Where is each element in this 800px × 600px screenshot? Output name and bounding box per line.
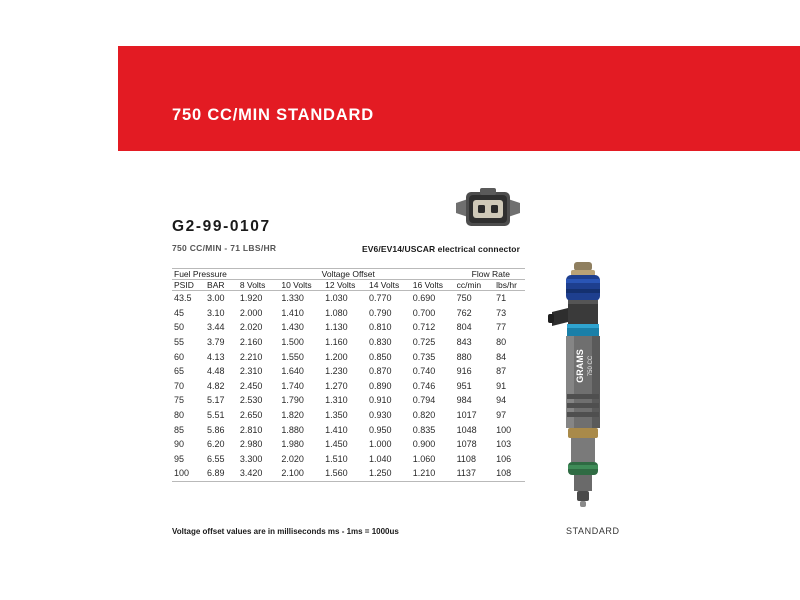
cell-lbshr: 84 — [496, 351, 507, 362]
table-column-header-row — [172, 280, 525, 291]
cell-10v: 1.640 — [281, 366, 304, 377]
cell-16v: 0.820 — [412, 410, 436, 421]
cell-psid: 65 — [174, 366, 185, 377]
page-title: 750 CC/MIN STANDARD — [172, 106, 374, 124]
cell-10v: 1.330 — [281, 293, 304, 304]
cell-psid: 90 — [174, 439, 185, 450]
cell-psid: 55 — [174, 337, 185, 348]
cell-14v: 0.950 — [368, 424, 392, 435]
cell-16v: 0.690 — [412, 293, 436, 304]
table-row — [172, 422, 525, 437]
table-row — [172, 364, 525, 379]
cell-10v: 1.550 — [281, 351, 304, 362]
group-header-voltage-offset: Voltage Offset — [240, 269, 457, 280]
injector-caption: STANDARD — [566, 526, 620, 536]
cell-10v: 1.880 — [281, 424, 304, 435]
part-subtitle: 750 CC/MIN - 71 LBS/HR — [172, 243, 277, 253]
cell-14v: 1.250 — [369, 466, 413, 482]
column-header-ccmin: cc/min — [457, 280, 497, 291]
cell-8v: 2.650 — [239, 410, 263, 421]
cell-12v: 1.350 — [325, 410, 348, 421]
cell-lbshr: 103 — [496, 439, 512, 450]
cell-ccmin: 880 — [456, 351, 472, 362]
cell-psid: 85 — [174, 424, 185, 435]
group-header-flow-rate: Flow Rate — [457, 269, 525, 280]
cell-psid: 75 — [174, 395, 185, 406]
cell-bar: 3.79 — [207, 337, 225, 348]
cell-16v: 0.735 — [412, 351, 436, 362]
table-row — [172, 393, 525, 408]
table-row — [172, 379, 525, 394]
cell-ccmin: 1048 — [456, 424, 477, 435]
table-row — [172, 466, 525, 482]
table-row — [172, 320, 525, 335]
cell-lbshr: 80 — [496, 337, 507, 348]
column-header-12-volts: 12 Volts — [325, 280, 369, 291]
cell-bar: 4.82 — [207, 380, 225, 391]
cell-8v: 2.160 — [239, 337, 263, 348]
svg-text:750 CC: 750 CC — [588, 355, 594, 377]
cell-12v: 1.310 — [325, 395, 348, 406]
cell-14v: 1.000 — [368, 439, 392, 450]
cell-bar: 5.51 — [207, 410, 225, 421]
svg-text:GRAMS: GRAMS — [575, 349, 585, 383]
cell-psid: 100 — [172, 466, 207, 482]
cell-10v: 1.980 — [281, 439, 304, 450]
cell-bar: 6.20 — [207, 439, 225, 450]
cell-lbshr: 97 — [496, 410, 507, 421]
cell-ccmin: 1137 — [457, 466, 497, 482]
cell-12v: 1.270 — [325, 380, 348, 391]
cell-bar: 5.17 — [207, 395, 225, 406]
cell-8v: 2.310 — [239, 366, 263, 377]
injector-connector-icon — [452, 186, 524, 232]
cell-lbshr: 91 — [496, 380, 507, 391]
cell-14v: 0.890 — [368, 380, 392, 391]
cell-16v: 1.060 — [412, 453, 436, 464]
cell-lbshr: 77 — [496, 322, 507, 333]
table-row — [172, 408, 525, 423]
cell-8v: 2.210 — [239, 351, 263, 362]
cell-10v: 1.740 — [281, 380, 304, 391]
cell-psid: 95 — [174, 453, 185, 464]
cell-bar: 6.55 — [207, 453, 225, 464]
cell-psid: 70 — [174, 380, 185, 391]
column-header-16-volts: 16 Volts — [413, 280, 457, 291]
cell-10v: 1.430 — [281, 322, 304, 333]
cell-ccmin: 984 — [456, 395, 472, 406]
fuel-injector-illustration — [548, 262, 618, 520]
cell-10v: 2.020 — [281, 453, 304, 464]
cell-16v: 0.725 — [412, 337, 436, 348]
table-row — [172, 335, 525, 350]
cell-psid: 60 — [174, 351, 185, 362]
part-number: G2-99-0107 — [172, 218, 271, 235]
cell-lbshr: 73 — [496, 307, 507, 318]
cell-bar: 4.48 — [207, 366, 225, 377]
cell-10v: 1.790 — [281, 395, 304, 406]
cell-ccmin: 843 — [456, 337, 472, 348]
cell-bar: 3.10 — [207, 307, 225, 318]
cell-lbshr: 106 — [496, 453, 512, 464]
cell-8v: 2.810 — [239, 424, 263, 435]
cell-lbshr: 87 — [496, 366, 507, 377]
cell-16v: 0.700 — [412, 307, 436, 318]
cell-10v: 1.500 — [281, 337, 304, 348]
footnote: Voltage offset values are in milliseconds ms - 1ms = 1000us — [172, 527, 399, 536]
cell-psid: 45 — [174, 307, 185, 318]
cell-12v: 1.030 — [325, 293, 348, 304]
cell-12v: 1.510 — [325, 453, 348, 464]
cell-8v: 2.530 — [239, 395, 263, 406]
cell-14v: 1.040 — [368, 453, 392, 464]
cell-ccmin: 804 — [456, 322, 472, 333]
cell-lbshr: 71 — [496, 293, 507, 304]
cell-16v: 0.740 — [412, 366, 436, 377]
column-header-14-volts: 14 Volts — [369, 280, 413, 291]
table-group-header-row — [172, 269, 525, 280]
cell-lbshr: 94 — [496, 395, 507, 406]
cell-8v: 2.020 — [239, 322, 263, 333]
cell-8v: 3.300 — [239, 453, 263, 464]
table-body — [172, 291, 525, 482]
cell-12v: 1.080 — [325, 307, 348, 318]
cell-ccmin: 750 — [456, 293, 472, 304]
cell-16v: 1.210 — [413, 466, 457, 482]
table-row — [172, 452, 525, 467]
cell-14v: 0.770 — [368, 293, 392, 304]
cell-14v: 0.830 — [368, 337, 392, 348]
cell-bar: 3.00 — [207, 293, 225, 304]
cell-12v: 1.130 — [325, 322, 348, 333]
cell-ccmin: 916 — [456, 366, 472, 377]
cell-14v: 0.850 — [368, 351, 392, 362]
group-header-fuel-pressure: Fuel Pressure — [172, 269, 240, 280]
cell-14v: 0.810 — [368, 322, 392, 333]
table-row — [172, 306, 525, 321]
cell-12v: 1.410 — [325, 424, 348, 435]
cell-bar: 5.86 — [207, 424, 225, 435]
cell-12v: 1.160 — [325, 337, 348, 348]
cell-12v: 1.230 — [325, 366, 348, 377]
cell-ccmin: 1017 — [456, 410, 477, 421]
column-header-psid: PSID — [172, 280, 207, 291]
cell-lbshr: 100 — [496, 424, 512, 435]
cell-16v: 0.835 — [412, 424, 436, 435]
cell-16v: 0.712 — [412, 322, 436, 333]
cell-16v: 0.794 — [412, 395, 436, 406]
column-header-lbshr: lbs/hr — [496, 280, 525, 291]
cell-10v: 1.820 — [281, 410, 304, 421]
cell-14v: 0.930 — [368, 410, 392, 421]
cell-16v: 0.900 — [412, 439, 436, 450]
cell-12v: 1.450 — [325, 439, 348, 450]
column-header-bar: BAR — [207, 280, 240, 291]
cell-ccmin: 762 — [456, 307, 472, 318]
cell-psid: 80 — [174, 410, 185, 421]
flow-data-table — [172, 268, 525, 482]
cell-14v: 0.910 — [368, 395, 392, 406]
cell-14v: 0.870 — [368, 366, 392, 377]
column-header-8-volts: 8 Volts — [240, 280, 281, 291]
cell-12v: 1.560 — [325, 466, 369, 482]
cell-10v: 1.410 — [281, 307, 304, 318]
cell-10v: 2.100 — [281, 466, 325, 482]
cell-bar: 4.13 — [207, 351, 225, 362]
cell-8v: 2.000 — [239, 307, 263, 318]
header-banner — [118, 46, 800, 151]
column-header-10-volts: 10 Volts — [281, 280, 325, 291]
table-row — [172, 349, 525, 364]
cell-psid: 50 — [174, 322, 185, 333]
cell-bar: 6.89 — [207, 466, 240, 482]
cell-14v: 0.790 — [368, 307, 392, 318]
table-row — [172, 291, 525, 306]
connector-caption: EV6/EV14/USCAR electrical connector — [362, 244, 520, 254]
cell-8v: 1.920 — [239, 293, 263, 304]
cell-bar: 3.44 — [207, 322, 225, 333]
cell-psid: 43.5 — [174, 293, 192, 304]
cell-16v: 0.746 — [412, 380, 436, 391]
cell-lbshr: 108 — [496, 466, 525, 482]
cell-8v: 3.420 — [240, 466, 281, 482]
cell-12v: 1.200 — [325, 351, 348, 362]
cell-8v: 2.980 — [239, 439, 263, 450]
cell-ccmin: 951 — [456, 380, 472, 391]
table-row — [172, 437, 525, 452]
cell-8v: 2.450 — [239, 380, 263, 391]
cell-ccmin: 1078 — [456, 439, 477, 450]
cell-ccmin: 1108 — [456, 453, 476, 464]
